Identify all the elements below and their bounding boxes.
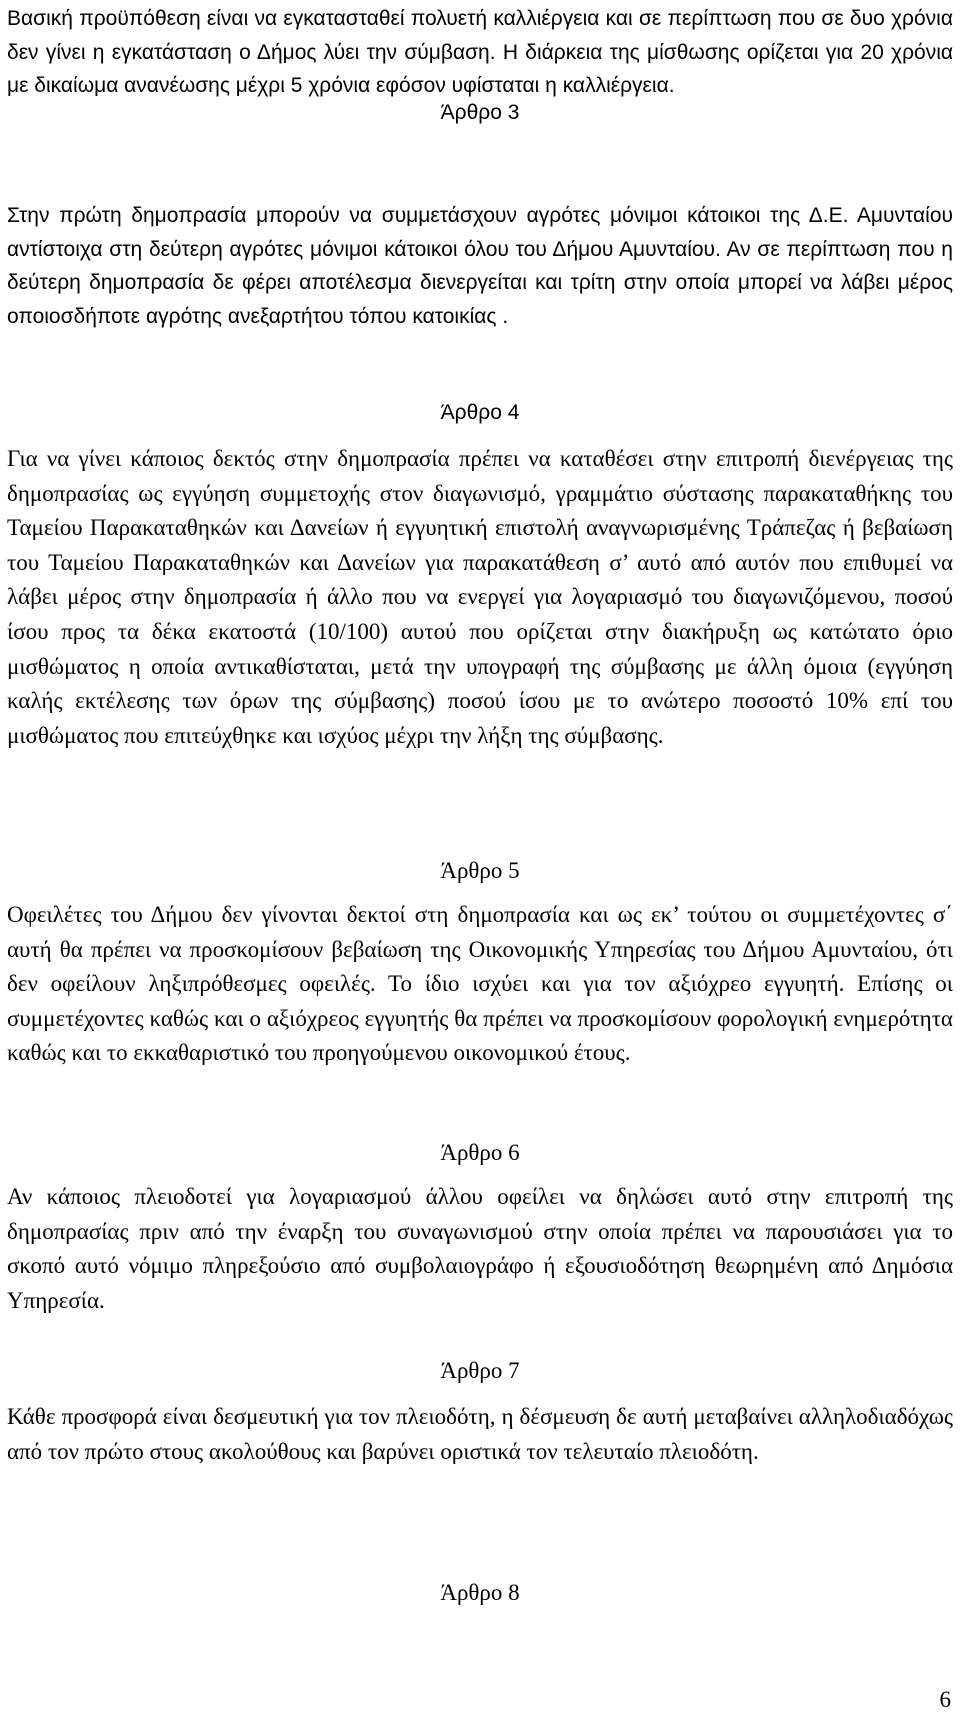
article-5-body: Οφειλέτες του Δήμου δεν γίνονται δεκτοί στη δημοπρασία και ως εκ’ τούτου οι συμμετέχοντες σ΄ αυτή θα πρέπει να προσκομίσουν βεβαίωση της Οικονομικής Υπηρεσίας του Δήμου Αμυνταίου, ότι δεν οφείλουν ληξιπρόθεσμες οφειλές. Το ίδιο ισχύει και για τον αξιόχρεο εγγυητή. Επίσης οι συμμετέχοντες καθώς και ο αξιόχρεος εγγυητής θα πρέπει να προσκομίσουν φορολογική ενημερότητα καθώς και το εκκαθαριστικό του προηγούμενου οικονομικού έτους. [7, 902, 953, 1066]
article-3-body: Στην πρώτη δημοπρασία μπορούν να συμμετάσχουν αγρότες μόνιμοι κάτοικοι της Δ.Ε. Αμυνταίου αντίστοιχα στη δεύτερη αγρότες μόνιμοι κάτοικοι όλου του Δήμου Αμυνταίου. Αν σε περίπτωση που η δεύτερη δημοπρασία δε φέρει αποτέλεσμα διενεργείται και τρίτη στην οποία μπορεί να λάβει μέρος οποιοσδήποτε αγρότης ανεξαρτήτου τόπου κατοικίας . [7, 204, 953, 328]
article-5-heading: Άρθρο 5 [440, 858, 520, 883]
article-4-heading: Άρθρο 4 [440, 401, 520, 424]
article-7-body: Κάθε προσφορά είναι δεσμευτική για τον πλειοδότη, η δέσμευση δε αυτή μεταβαίνει αλληλοδιαδόχως από τον πρώτο στους ακολούθους και βαρύνει οριστικά τον τελευταίο πλειοδότη. [7, 1404, 953, 1464]
article-6-body: Αν κάποιος πλειοδοτεί για λογαριασμού άλλου οφείλει να δηλώσει αυτό στην επιτροπή της δημοπρασίας πριν από την έναρξη του συναγωνισμού στην οποία πρέπει να παρουσιάσει για το σκοπό αυτό νόμιμο πληρεξούσιο από συμβολαιογράφο ή εξουσιοδότηση θεωρημένη από Δημόσια Υπηρεσία. [7, 1184, 953, 1313]
article-4-body: Για να γίνει κάποιος δεκτός στην δημοπρασία πρέπει να καταθέσει στην επιτροπή διενέργειας της δημοπρασίας ως εγγύηση συμμετοχής στον διαγωνισμό, γραμμάτιο σύστασης παρακαταθήκης του Ταμείου Παρακαταθηκών και Δανείων ή εγγυητική επιστολή αναγνωρισμένης Τράπεζας ή βεβαίωση του Ταμείου Παρακαταθηκών και Δανείων για παρακατάθεση σ’ αυτό από αυτόν που επιθυμεί να λάβει μέρος στην δημοπρασία ή άλλο που να ενεργεί για λογαριασμό του διαγωνιζόμενου, ποσού ίσου προς τα δέκα εκατοστά (10/100) αυτού που ορίζεται στην διακήρυξη ως κατώτατο όριο μισθώματος η οποία αντικαθίσταται, μετά την υπογραφή της σύμβασης με άλλη όμοια (εγγύηση καλής εκτέλεσης των όρων της σύμβασης) ποσού ίσου με το ανώτερο ποσοστό 10% επί του μισθώματος που επιτεύχθηκε και ισχύος μέχρι την λήξη της σύμβασης. [7, 446, 953, 748]
article-3-heading: Άρθρο 3 [440, 101, 520, 124]
article-8-heading: Άρθρο 8 [440, 1580, 520, 1605]
page-number: 6 [939, 1687, 951, 1712]
article-7-heading: Άρθρο 7 [440, 1358, 520, 1383]
article-6-heading: Άρθρο 6 [440, 1140, 520, 1165]
intro-paragraph: Βασική προϋπόθεση είναι να εγκατασταθεί πολυετή καλλιέργεια και σε περίπτωση που σε δυο χρόνια δεν γίνει η εγκατάσταση ο Δήμος λύει την σύμβαση. Η διάρκεια της μίσθωσης ορίζεται για 20 χρόνια με δικαίωμα ανανέωσης μέχρι 5 χρόνια εφόσον υφίσταται η καλλιέργεια. [7, 7, 953, 98]
